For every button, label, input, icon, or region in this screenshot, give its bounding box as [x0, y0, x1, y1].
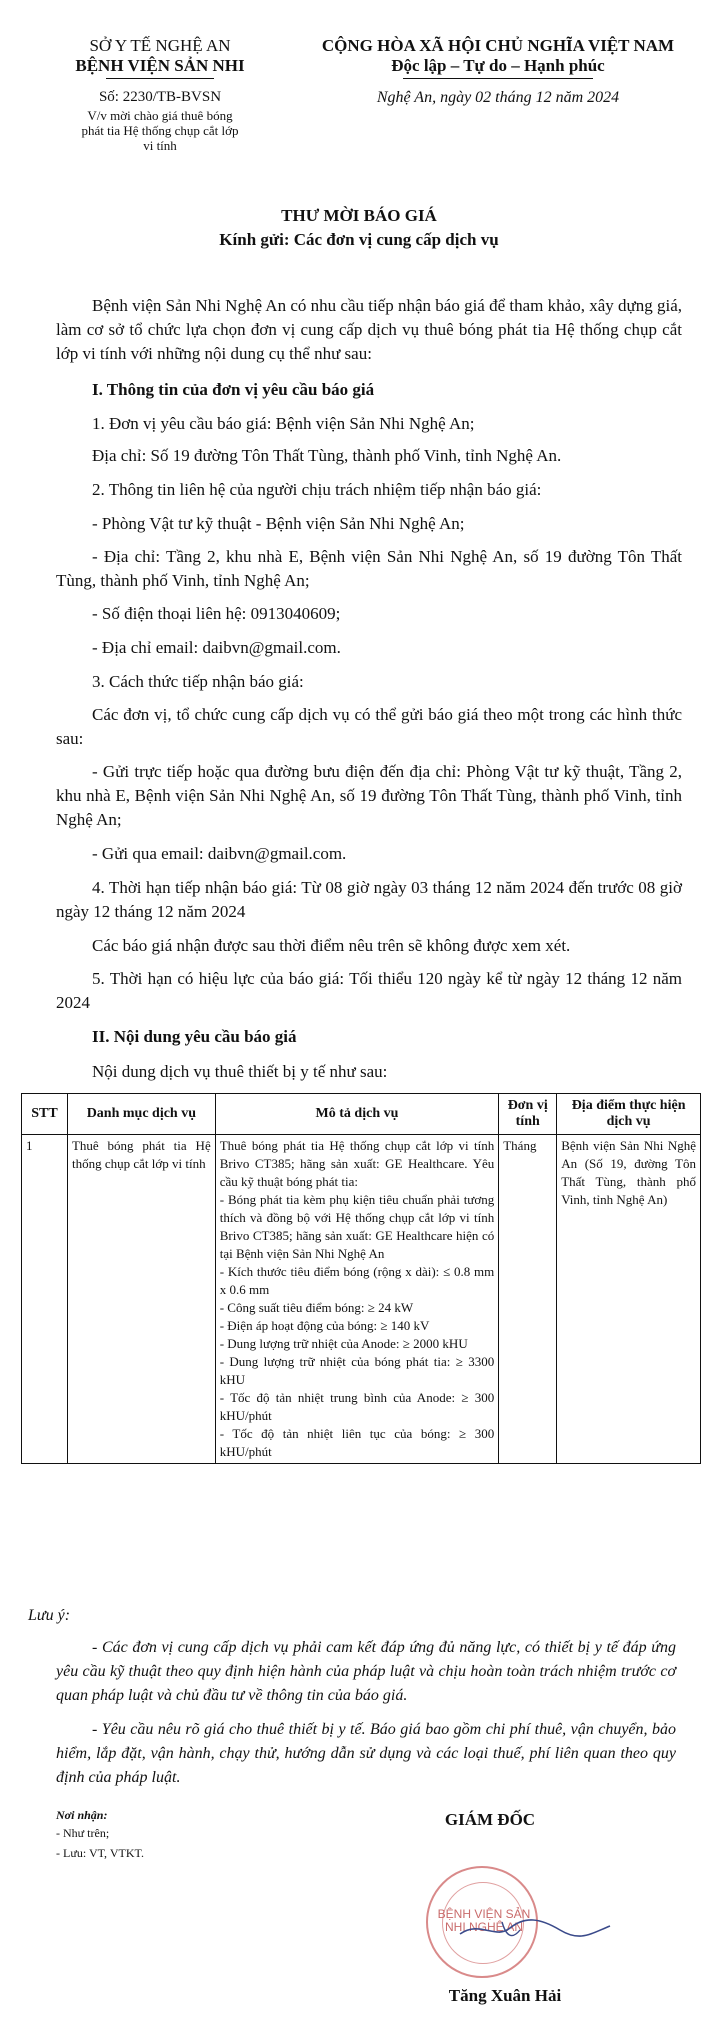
- signer-name: Tăng Xuân Hải: [448, 1986, 562, 2005]
- section-1-item: 2. Thông tin liên hệ của người chịu trách nhiệm tiếp nhận báo giá:: [92, 480, 542, 499]
- cell-unit: Tháng: [499, 1135, 557, 1464]
- place-date: Nghệ An, ngày 02 tháng 12 năm 2024: [376, 89, 620, 106]
- recipients-label: Nơi nhận:: [56, 1808, 108, 1822]
- doc-number: Số: 2230/TB-BVSN: [98, 89, 222, 105]
- cell-location: Bệnh viện Sản Nhi Nghệ An (Số 19, đường Tôn Thất Tùng, thành phố Vinh, tỉnh Nghệ An): [557, 1135, 701, 1464]
- section-1-item: Các báo giá nhận được sau thời điểm nêu trên sẽ không được xem xét.: [92, 936, 571, 955]
- country-name: CỘNG HÒA XÃ HỘI CHỦ NGHĨA VIỆT NAM: [321, 36, 675, 55]
- stamp-text: BỆNH VIỆN SẢN NHI NGHỆ AN: [437, 1907, 531, 1934]
- section-1-item: Các đơn vị, tổ chức cung cấp dịch vụ có thể gửi báo giá theo một trong các hình thức sau:: [56, 705, 682, 748]
- signature-scribble: [440, 1900, 620, 1960]
- cell-description: [215, 1135, 499, 1464]
- doc-subject: V/v mời chào giá thuê bóng phát tia Hệ thống chụp cắt lớp vi tính: [81, 108, 239, 153]
- motto-rule: [403, 78, 593, 79]
- recipient-item: - Như trên;: [56, 1826, 110, 1840]
- section-2-heading: II. Nội dung yêu cầu báo giá: [92, 1027, 297, 1046]
- col-header-location: Địa điểm thực hiện dịch vụ: [557, 1094, 701, 1135]
- description-line: - Công suất tiêu điểm bóng: ≥ 24 kW: [219, 1300, 414, 1315]
- section-2-intro: Nội dung dịch vụ thuê thiết bị y tế như sau:: [92, 1062, 388, 1081]
- section-1-item: - Địa chỉ email: daibvn@gmail.com.: [92, 638, 341, 657]
- cell-service: Thuê bóng phát tia Hệ thống chụp cắt lớp vi tính: [67, 1135, 215, 1464]
- note-item: - Các đơn vị cung cấp dịch vụ phải cam kết đáp ứng đủ năng lực, có thiết bị y tế đáp ứng yêu cầu kỹ thuật theo quy định hiện hành của pháp luật và chịu hoàn toàn trách nhiệm trước cơ quan pháp luật và chủ đầu tư về thông tin của báo giá.: [56, 1639, 676, 1704]
- table-row: [22, 1135, 701, 1464]
- document-title: THƯ MỜI BÁO GIÁ: [281, 206, 437, 225]
- col-header-unit: Đơn vị tính: [499, 1094, 557, 1135]
- section-1-item: 4. Thời hạn tiếp nhận báo giá: Từ 08 giờ ngày 03 tháng 12 năm 2024 đến trước 08 giờ ngày 12 tháng 12 năm 2024: [56, 878, 682, 921]
- col-header-stt: STT: [22, 1094, 68, 1135]
- section-1-item: - Số điện thoại liên hệ: 0913040609;: [92, 604, 341, 623]
- description-line: - Tốc độ tản nhiệt trung bình của Anode: ≥ 300 kHU/phút: [219, 1390, 495, 1423]
- notes-label: Lưu ý:: [28, 1607, 71, 1624]
- section-1-item: - Gửi trực tiếp hoặc qua đường bưu điện đến địa chỉ: Phòng Vật tư kỹ thuật, Tầng 2, khu nhà E, Bệnh viện Sản Nhi Nghệ An, số 19 đường Tôn Thất Tùng, thành phố Vinh, tỉnh Nghệ An;: [56, 762, 682, 829]
- national-header: [288, 36, 708, 107]
- section-1-item: 3. Cách thức tiếp nhận báo giá:: [92, 672, 304, 691]
- agency-header: [40, 36, 280, 153]
- col-header-description: Mô tả dịch vụ: [215, 1094, 499, 1135]
- col-header-service: Danh mục dịch vụ: [67, 1094, 215, 1135]
- section-1-item: 5. Thời hạn có hiệu lực của báo giá: Tối thiểu 120 ngày kể từ ngày 12 tháng 12 năm 2024: [56, 969, 682, 1012]
- table-header-row: [22, 1094, 701, 1135]
- description-line: - Dung lượng trữ nhiệt của bóng phát tia: ≥ 3300 kHU: [219, 1354, 495, 1387]
- description-line: - Bóng phát tia kèm phụ kiện tiêu chuẩn phải tương thích và đồng bộ với Hệ thống chụp cắt lớp vi tính Brivo CT385; hãng sản xuất: GE Healthcare hiện có tại Bệnh viện Sản Nhi Nghệ An: [219, 1192, 495, 1261]
- recipient-line: Kính gửi: Các đơn vị cung cấp dịch vụ: [219, 230, 499, 249]
- section-1-item: Địa chỉ: Số 19 đường Tôn Thất Tùng, thành phố Vinh, tỉnh Nghệ An.: [92, 446, 562, 465]
- national-motto: Độc lập – Tự do – Hạnh phúc: [391, 56, 605, 75]
- note-item: - Yêu cầu nêu rõ giá cho thuê thiết bị y tế. Báo giá bao gồm chi phí thuê, vận chuyển, bảo hiểm, lắp đặt, vận hành, chạy thử, hướng dẫn sử dụng và các loại thuế, phí liên quan theo quy định của pháp luật.: [56, 1721, 676, 1786]
- signer-title: GIÁM ĐỐC: [444, 1810, 536, 1829]
- section-1-item: 1. Đơn vị yêu cầu báo giá: Bệnh viện Sản Nhi Nghệ An;: [92, 414, 475, 433]
- description-line: - Dung lượng trữ nhiệt của Anode: ≥ 2000 kHU: [219, 1336, 468, 1351]
- section-1-heading: I. Thông tin của đơn vị yêu cầu báo giá: [92, 380, 375, 399]
- description-line: - Tốc độ tản nhiệt liên tục của bóng: ≥ 300 kHU/phút: [219, 1426, 495, 1459]
- section-1-item: - Địa chỉ: Tầng 2, khu nhà E, Bệnh viện Sản Nhi Nghệ An, số 19 đường Tôn Thất Tùng, thành phố Vinh, tỉnh Nghệ An;: [56, 547, 682, 590]
- section-1-item: - Phòng Vật tư kỹ thuật - Bệnh viện Sản Nhi Nghệ An;: [92, 514, 465, 533]
- header-rule: [106, 78, 214, 79]
- description-line: - Kích thước tiêu điểm bóng (rộng x dài): ≤ 0.8 mm x 0.6 mm: [219, 1264, 495, 1297]
- service-table: [21, 1093, 701, 1464]
- cell-stt: 1: [22, 1135, 68, 1464]
- section-1-item: - Gửi qua email: daibvn@gmail.com.: [92, 844, 347, 863]
- hospital-name: BỆNH VIỆN SẢN NHI: [75, 56, 245, 75]
- intro-paragraph: Bệnh viện Sản Nhi Nghệ An có nhu cầu tiếp nhận báo giá để tham khảo, xây dựng giá, làm cơ sở tổ chức lựa chọn đơn vị cung cấp dịch vụ thuê bóng phát tia Hệ thống chụp cắt lớp vi tính với những nội dung cụ thể như sau:: [56, 296, 682, 363]
- recipient-item: - Lưu: VT, VTKT.: [56, 1846, 144, 1860]
- description-line: Thuê bóng phát tia Hệ thống chụp cắt lớp vi tính Brivo CT385; hãng sản xuất: GE Healthcare. Yêu cầu kỹ thuật bóng phát tia:: [219, 1138, 495, 1189]
- description-line: - Điện áp hoạt động của bóng: ≥ 140 kV: [219, 1318, 430, 1333]
- ministry-name: SỞ Y TẾ NGHỆ AN: [89, 36, 231, 55]
